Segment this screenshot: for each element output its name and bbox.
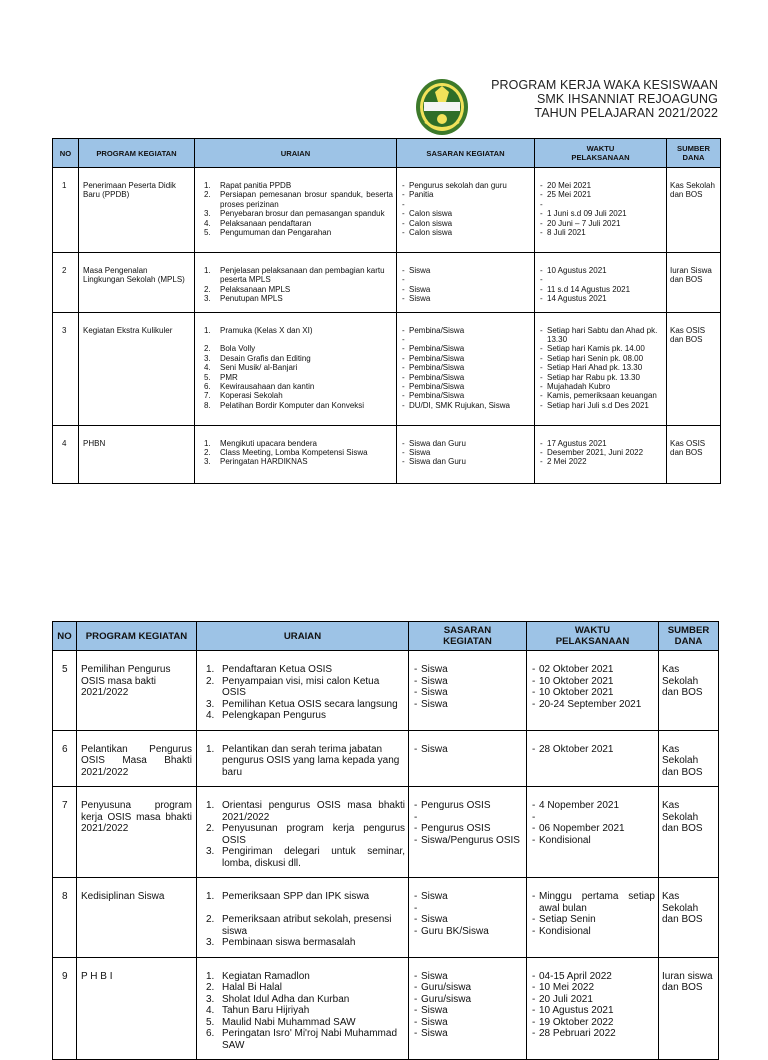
row-sasaran [409, 878, 527, 958]
list-item: 4. Pelengkapan Pengurus [206, 710, 326, 721]
table-row [53, 651, 719, 731]
title-line-2: SMK IHSANNIAT REJOAGUNG [536, 92, 718, 106]
col-no: NO [53, 622, 77, 651]
row-no: 3 [53, 312, 79, 425]
row-uraian [195, 312, 397, 425]
list-item: 6. Kewirausahaan dan kantin [204, 382, 315, 392]
list-item: - Calon siswa [400, 209, 531, 218]
list-item: 1. Kegiatan Ramadlon [206, 970, 310, 982]
row-waktu [527, 651, 659, 731]
program-table-2 [52, 621, 719, 1060]
list-item: - Pembina/Siswa [400, 391, 531, 400]
list-item: - Siswa [412, 1028, 523, 1040]
document-title [491, 78, 718, 120]
program-table-1 [52, 138, 721, 484]
row-program: Kegiatan Ekstra Kulikuler [79, 312, 195, 425]
row-waktu [527, 957, 659, 1060]
list-item: - 28 Oktober 2021 [530, 744, 655, 756]
table-row [53, 312, 721, 425]
list-item: - Siswa [400, 294, 531, 303]
list-item: 2. Bola Volly [204, 344, 256, 354]
col-sasaran: SASARAN KEGIATAN [397, 139, 535, 168]
list-item: 5. Maulid Nabi Muhammad SAW [206, 1016, 356, 1028]
list-item: 7. Koperasi Sekolah [204, 391, 283, 401]
list-item: - 19 Oktober 2022 [530, 1017, 655, 1029]
list-item: 3. Penutupan MPLS [204, 294, 283, 304]
table-header-row [53, 139, 721, 168]
row-uraian [197, 878, 409, 958]
col-program: PROGRAM KEGIATAN [79, 139, 195, 168]
list-item: 4. Seni Musik/ al-Banjari [204, 363, 298, 373]
list-item: 2. Penyusunan program kerja pengurus OSIS [206, 823, 405, 846]
row-sasaran [397, 312, 535, 425]
col-uraian: URAIAN [195, 139, 397, 168]
list-item: - Siswa [412, 971, 523, 983]
row-sumber: Iuran siswa dan BOS [659, 957, 719, 1060]
list-item: - 20 Juni – 7 Juli 2021 [538, 219, 663, 228]
table-row [53, 168, 721, 253]
list-item: - Guru/siswa [412, 982, 523, 994]
list-item: 1. Pendaftaran Ketua OSIS [206, 664, 333, 675]
list-item: - Kondisional [530, 926, 655, 938]
list-item: - DU/DI, SMK Rujukan, Siswa [400, 401, 531, 410]
list-item: - 10 Oktober 2021 [530, 676, 655, 688]
list-item: - 10 Oktober 2021 [530, 687, 655, 699]
list-item: 2. Class Meeting, Lomba Kompetensi Siswa [204, 448, 368, 458]
list-item: - 14 Agustus 2021 [538, 294, 663, 303]
title-line-1: PROGRAM KERJA WAKA KESISWAAN [491, 78, 718, 92]
list-item: - Kamis, pemeriksaan keuangan [538, 391, 663, 400]
row-program: Kedisiplinan Siswa [77, 878, 197, 958]
row-waktu [535, 312, 667, 425]
row-waktu [527, 730, 659, 787]
list-item: 3. Pengiriman delegari untuk seminar, lomba, diskusi dll. [206, 846, 405, 869]
list-item: - 06 Nopember 2021 [530, 823, 655, 835]
table-row [53, 957, 719, 1060]
list-item: - Siswa [400, 285, 531, 294]
list-item: - Pembina/Siswa [400, 363, 531, 372]
row-program: PHBN [79, 425, 195, 483]
row-waktu [535, 168, 667, 253]
row-sumber: Kas OSIS dan BOS [667, 425, 721, 483]
row-waktu [535, 425, 667, 483]
list-item: - Siswa dan Guru [400, 457, 531, 466]
list-item: 5. PMR [204, 372, 238, 382]
list-item: - Kondisional [530, 835, 655, 847]
row-program: P H B I [77, 957, 197, 1060]
list-item: - Setiap har Rabu pk. 13.30 [538, 373, 663, 382]
list-item: 1. Penjelasan pelaksanaan dan pembagian kartu peserta MPLS [204, 266, 385, 285]
table-row [53, 878, 719, 958]
row-no: 4 [53, 425, 79, 483]
row-sumber: Kas Sekolah dan BOS [659, 730, 719, 787]
list-item: - Pembina/Siswa [400, 382, 531, 391]
list-item: - Minggu pertama setiap awal bulan [530, 891, 655, 914]
list-item: - 17 Agustus 2021 [538, 439, 663, 448]
row-sasaran [397, 253, 535, 313]
list-item: - Guru BK/Siswa [412, 926, 523, 938]
list-item: - Siswa [412, 744, 523, 756]
row-uraian [197, 651, 409, 731]
row-uraian [197, 787, 409, 878]
list-item: 3. Desain Grafis dan Editing [204, 353, 311, 363]
list-item: - Guru/siswa [412, 994, 523, 1006]
list-item: - Siswa [412, 914, 523, 926]
row-no: 8 [53, 878, 77, 958]
list-item: - 28 Pebruari 2022 [530, 1028, 655, 1040]
list-item: - Siswa [400, 448, 531, 457]
list-item: - Siswa dan Guru [400, 439, 531, 448]
row-uraian [195, 168, 397, 253]
row-uraian [197, 957, 409, 1060]
list-item: - 10 Mei 2022 [530, 982, 655, 994]
list-item: - Setiap hari Senin pk. 08.00 [538, 354, 663, 363]
list-item: 2. Pemeriksaan atribut sekolah, presensi siswa [206, 914, 392, 937]
row-sasaran [397, 425, 535, 483]
row-program: Pemilihan Pengurus OSIS masa bakti 2021/2022 [77, 651, 197, 731]
list-item: - Siswa/Pengurus OSIS [412, 835, 523, 847]
col-no: NO [53, 139, 79, 168]
list-item: - Siswa [412, 1005, 523, 1017]
table-row [53, 787, 719, 878]
list-item: - 2 Mei 2022 [538, 457, 663, 466]
title-line-3: TAHUN PELAJARAN 2021/2022 [534, 106, 718, 120]
list-item: - Siswa [412, 676, 523, 688]
list-item: - Siswa [412, 699, 523, 711]
row-no: 6 [53, 730, 77, 787]
list-item: - Siswa [412, 687, 523, 699]
list-item: - Siswa [412, 1017, 523, 1029]
row-no: 7 [53, 787, 77, 878]
col-waktu: WAKTU PELAKSANAAN [527, 622, 659, 651]
list-item: - 8 Juli 2021 [538, 228, 663, 237]
col-sumber: SUMBER DANA [667, 139, 721, 168]
list-item: - 02 Oktober 2021 [530, 664, 655, 676]
list-item: - Siswa [412, 891, 523, 903]
row-program: Masa Pengenalan Lingkungan Sekolah (MPLS) [79, 253, 195, 313]
row-no: 2 [53, 253, 79, 313]
list-item: - 10 Agustus 2021 [538, 266, 663, 275]
list-item: - Pembina/Siswa [400, 344, 531, 353]
school-seal-icon [415, 78, 469, 136]
list-item: - Calon siswa [400, 228, 531, 237]
table-row [53, 253, 721, 313]
row-waktu [527, 878, 659, 958]
list-item: - Pembina/Siswa [400, 373, 531, 382]
list-item: 1. Mengikuti upacara bendera [204, 438, 317, 448]
list-item: 2. Pelaksanaan MPLS [204, 284, 291, 294]
list-item: - 4 Nopember 2021 [530, 800, 655, 812]
list-item: 1. Pelantikan dan serah terima jabatan pengurus OSIS yang lama kepada yang baru [206, 743, 400, 778]
row-program: Penyusuna program kerja OSIS masa bhakti 2021/2022 [77, 787, 197, 878]
list-item: - Desember 2021, Juni 2022 [538, 448, 663, 457]
list-item: - 20 Juli 2021 [530, 994, 655, 1006]
list-item: - Pembina/Siswa [400, 326, 531, 335]
list-item: - Pengurus sekolah dan guru [400, 181, 531, 190]
row-sasaran [409, 787, 527, 878]
table-header-row [53, 622, 719, 651]
list-item: - 25 Mei 2021 [538, 190, 663, 199]
list-item: 3. Pemilihan Ketua OSIS secara langsung [206, 698, 398, 710]
list-item: - Siswa [400, 266, 531, 275]
list-item: 3. Pembinaan siswa bermasalah [206, 937, 356, 948]
table-row [53, 425, 721, 483]
row-sumber: Kas Sekolah dan BOS [659, 787, 719, 878]
list-item: - Siswa [412, 664, 523, 676]
list-item: - Pembina/Siswa [400, 354, 531, 363]
col-sasaran: SASARAN KEGIATAN [409, 622, 527, 651]
list-item: 1. Pemeriksaan SPP dan IPK siswa [206, 891, 370, 902]
list-item: 1. Pramuka (Kelas X dan XI) [204, 325, 313, 335]
col-uraian: URAIAN [197, 622, 409, 651]
row-uraian [195, 425, 397, 483]
row-no: 9 [53, 957, 77, 1060]
row-sasaran [409, 957, 527, 1060]
row-uraian [197, 730, 409, 787]
list-item: - 10 Agustus 2021 [530, 1005, 655, 1017]
row-sumber: Kas Sekolah dan BOS [667, 168, 721, 253]
row-sumber: Kas Sekolah dan BOS [659, 878, 719, 958]
row-sumber: Iuran Siswa dan BOS [667, 253, 721, 313]
table-row [53, 730, 719, 787]
row-sasaran [397, 168, 535, 253]
row-waktu [527, 787, 659, 878]
list-item: 1. Rapat panitia PPDB [204, 181, 292, 190]
row-no: 5 [53, 651, 77, 731]
list-item: - 04-15 April 2022 [530, 971, 655, 983]
row-sumber: Kas Sekolah dan BOS [659, 651, 719, 731]
list-item: 2. Penyampaian visi, misi calon Ketua OSIS [206, 675, 380, 698]
col-program: PROGRAM KEGIATAN [77, 622, 197, 651]
list-item: - Calon siswa [400, 219, 531, 228]
col-waktu: WAKTU PELAKSANAAN [535, 139, 667, 168]
list-item: - 20-24 September 2021 [530, 699, 655, 711]
row-sumber: Kas OSIS dan BOS [667, 312, 721, 425]
list-item: - Setiap Senin [530, 914, 655, 926]
list-item: 8. Pelatihan Bordir Komputer dan Konveksi [204, 400, 365, 410]
list-item: - Panitia [400, 190, 531, 199]
row-sasaran [409, 651, 527, 731]
list-item: - Setiap hari Juli s.d Des 2021 [538, 401, 663, 410]
row-program: Penerimaan Peserta Didik Baru (PPDB) [79, 168, 195, 253]
list-item: - Pengurus OSIS [412, 823, 523, 835]
list-item: - Setiap Hari Ahad pk. 13.30 [538, 363, 663, 372]
list-item: - Setiap hari Sabtu dan Ahad pk. 13.30 [538, 326, 663, 345]
list-item: - 1 Juni s.d 09 Juli 2021 [538, 209, 663, 218]
list-item: - 11 s.d 14 Agustus 2021 [538, 285, 663, 294]
list-item: - Mujahadah Kubro [538, 382, 663, 391]
list-item: 4. Tahun Baru Hijriyah [206, 1005, 310, 1016]
row-waktu [535, 253, 667, 313]
document-header [415, 76, 720, 140]
list-item: 6. Peringatan Isro' Mi'roj Nabi Muhammad SAW [206, 1028, 397, 1051]
list-item: 5. Pengumuman dan Pengarahan [204, 228, 332, 238]
list-item: 3. Sholat Idul Adha dan Kurban [206, 993, 350, 1005]
row-no: 1 [53, 168, 79, 253]
list-item: 3. Peringatan HARDIKNAS [204, 457, 308, 467]
list-item: 4. Pelaksanaan pendaftaran [204, 218, 312, 228]
list-item: - 20 Mei 2021 [538, 181, 663, 190]
col-sumber: SUMBER DANA [659, 622, 719, 651]
list-item: - Setiap hari Kamis pk. 14.00 [538, 344, 663, 353]
list-item: 1. Orientasi pengurus OSIS masa bhakti 2021/2022 [206, 800, 405, 823]
list-item: 3. Penyebaran brosur dan pemasangan spanduk [204, 209, 385, 219]
row-uraian [195, 253, 397, 313]
list-item: 2. Halal Bi Halal [206, 982, 283, 993]
list-item: 2. Persiapan pemesanan brosur spanduk, beserta proses perizinan [204, 190, 393, 209]
row-sasaran [409, 730, 527, 787]
list-item: - Pengurus OSIS [412, 800, 523, 812]
row-program: Pelantikan Pengurus OSIS Masa Bhakti 2021/2022 [77, 730, 197, 787]
